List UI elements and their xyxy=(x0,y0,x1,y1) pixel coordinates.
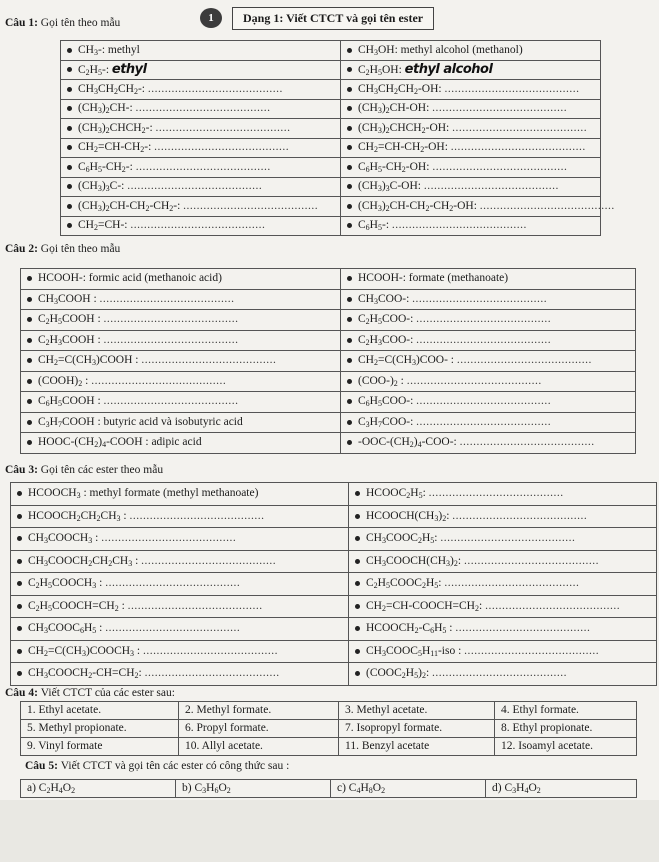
q1-text: $CH_3OH$: methyl alcohol (methanol) xyxy=(358,43,523,57)
q5-row xyxy=(21,780,637,798)
q4-cell: 9. Vinyl formate xyxy=(21,738,179,756)
q2-text: $C_3H_7COO-$: xyxy=(358,415,417,429)
answer-blank[interactable]: ........................................ xyxy=(432,160,568,173)
q3-cell xyxy=(349,550,657,573)
q1-row xyxy=(61,197,601,217)
bullet-icon xyxy=(27,276,32,281)
q1-cell xyxy=(61,99,341,119)
q3-cell xyxy=(349,595,657,618)
q1-cell xyxy=(61,158,341,178)
bullet-icon xyxy=(347,223,352,228)
bullet-icon xyxy=(17,649,22,654)
bullet-icon xyxy=(67,67,72,72)
q3-text: $CH_3COOC_2H_5$: xyxy=(366,532,441,546)
q3-text: $(COOC_2H_5)_2$: xyxy=(366,667,433,681)
answer-blank[interactable]: ........................................ xyxy=(155,121,291,134)
bullet-icon xyxy=(67,204,72,209)
q1-cell xyxy=(61,177,341,197)
q3-cell xyxy=(11,618,349,641)
bullet-icon xyxy=(347,87,352,92)
bullet-icon xyxy=(347,317,352,322)
q3-table xyxy=(10,482,657,686)
bullet-icon xyxy=(355,626,360,631)
q4-cell: 8. Ethyl propionate. xyxy=(495,720,637,738)
q3-cell xyxy=(11,528,349,551)
q3-cell xyxy=(349,663,657,686)
answer-blank[interactable]: ........................................ xyxy=(459,436,595,449)
answer-blank[interactable]: ........................................ xyxy=(444,82,580,95)
bullet-icon xyxy=(27,297,32,302)
q2-row xyxy=(21,412,636,433)
q3-cell xyxy=(349,528,657,551)
q1-text: $(CH_3)_2CHCH_2-$: xyxy=(78,121,156,135)
bullet-icon xyxy=(347,67,352,72)
q2-text: $C_2H_5COOH$ : xyxy=(38,313,104,327)
q3-text: $HCOOCH(CH_3)_2$: xyxy=(366,509,453,523)
q3-cell xyxy=(11,505,349,528)
bullet-icon xyxy=(347,420,352,425)
q2-text: $CH_3COO-$: xyxy=(358,292,413,306)
q2-cell xyxy=(341,392,636,413)
q1-row xyxy=(61,138,601,158)
q3-cell xyxy=(11,663,349,686)
q2-text: $(COO-)_2$ : xyxy=(358,374,407,388)
q1-cell xyxy=(341,119,601,139)
answer-blank[interactable]: ........................................ xyxy=(463,554,599,567)
q3-text: $CH_3COOCH_2-CH=CH_2$: xyxy=(28,667,145,681)
q4-table xyxy=(20,701,637,756)
section-number-badge: 1 xyxy=(200,8,222,28)
bullet-icon xyxy=(27,338,32,343)
bullet-icon xyxy=(347,184,352,189)
q3-text: $C_2H_5COOCH_3$ : xyxy=(28,577,106,591)
q2-row xyxy=(21,269,636,290)
q1-row xyxy=(61,99,601,119)
bullet-icon xyxy=(347,276,352,281)
q1-text: $(CH_3)_2CH-CH_2-CH_2-$: xyxy=(78,199,184,213)
answer-blank[interactable]: ........................................ xyxy=(135,102,271,115)
q1-cell xyxy=(341,158,601,178)
answer-blank[interactable]: ........................................ xyxy=(103,395,239,408)
q3-row xyxy=(11,528,657,551)
q3-row xyxy=(11,595,657,618)
q1-cell xyxy=(341,177,601,197)
q2-cell xyxy=(21,433,341,454)
q4-cell: 2. Methyl formate. xyxy=(179,702,339,720)
q3-text: $HCOOC_2H_5$: xyxy=(366,487,429,501)
q2-text: $C_6H_5COO-$: xyxy=(358,395,417,409)
q5-cell: c) $C_4H_8O_2$ xyxy=(331,780,486,798)
q1-text: $CH_2=CH-CH_2-$: xyxy=(78,141,155,155)
bullet-icon xyxy=(347,204,352,209)
q5-cell: b) $C_3H_6O_2$ xyxy=(176,780,331,798)
q3-row xyxy=(11,550,657,573)
q2-cell xyxy=(21,289,341,310)
bullet-icon xyxy=(355,514,360,519)
q2-row xyxy=(21,371,636,392)
bullet-icon xyxy=(347,106,352,111)
bullet-icon xyxy=(17,671,22,676)
q3-row xyxy=(11,505,657,528)
q2-text: HCOOH-: formate (methanoate) xyxy=(358,272,509,285)
answer-blank[interactable]: ........................................ xyxy=(456,354,592,367)
q1-row xyxy=(61,41,601,61)
q2-cell xyxy=(21,310,341,331)
q3-row xyxy=(11,483,657,506)
bullet-icon xyxy=(355,581,360,586)
answer-blank[interactable]: ........................................ xyxy=(144,667,280,680)
bullet-icon xyxy=(347,379,352,384)
q3-row xyxy=(11,573,657,596)
answer-blank[interactable]: ........................................ xyxy=(154,141,290,154)
q1-text: $CH_3CH_2CH_2-$: xyxy=(78,82,148,96)
bullet-icon xyxy=(347,358,352,363)
q4-row xyxy=(21,738,637,756)
q3-text: $CH_3COOC_6H_5$ : xyxy=(28,622,106,636)
q2-row xyxy=(21,330,636,351)
q3-text: $HCOOCH_2CH_2CH_3$ : xyxy=(28,509,130,523)
q2-row xyxy=(21,392,636,413)
bullet-icon xyxy=(17,559,22,564)
bullet-icon xyxy=(347,297,352,302)
bullet-icon xyxy=(17,626,22,631)
bullet-icon xyxy=(27,379,32,384)
q4-cell: 3. Methyl acetate. xyxy=(339,702,495,720)
answer-blank[interactable]: ........................................ xyxy=(391,219,527,232)
q1-cell xyxy=(61,41,341,61)
bullet-icon xyxy=(17,604,22,609)
bullet-icon xyxy=(17,581,22,586)
answer-blank[interactable]: ........................................ xyxy=(406,374,542,387)
answer-blank[interactable]: ........................................ xyxy=(412,292,548,305)
q2-cell xyxy=(341,310,636,331)
q3-cell xyxy=(349,505,657,528)
q1-cell xyxy=(61,119,341,139)
q4-row xyxy=(21,720,637,738)
q4-cell: 10. Allyl acetate. xyxy=(179,738,339,756)
q3-text: $CH_3COOCH_2CH_2CH_3$ : xyxy=(28,554,142,568)
bullet-icon xyxy=(67,48,72,53)
q2-cell xyxy=(21,330,341,351)
q1-text: $CH_3CH_2CH_2-OH$: xyxy=(358,82,445,96)
answer-blank[interactable]: ........................................ xyxy=(143,644,278,657)
q2-cell xyxy=(341,330,636,351)
answer-blank[interactable]: ........................................ xyxy=(105,577,241,590)
q3-cell xyxy=(11,550,349,573)
q2-cell xyxy=(341,371,636,392)
answer-blank[interactable]: ........................................ xyxy=(129,509,265,522)
q1-row xyxy=(61,216,601,236)
q2-text: $C_3H_7COOH$ : butyric acid và isobutyric acid xyxy=(38,415,243,429)
bullet-icon xyxy=(347,440,352,445)
handwritten-answer: ethyl alcohol xyxy=(404,61,493,77)
bullet-icon xyxy=(355,559,360,564)
answer-blank[interactable]: ........................................ xyxy=(99,292,235,305)
q5-cell: a) $C_2H_4O_2$ xyxy=(21,780,176,798)
answer-blank[interactable]: ........................................ xyxy=(432,667,568,680)
q3-cell xyxy=(11,483,349,506)
answer-blank[interactable]: ........................................ xyxy=(135,160,271,173)
answer-blank[interactable]: ........................................ xyxy=(141,354,277,367)
q4-cell: 12. Isoamyl acetate. xyxy=(495,738,637,756)
q1-cell xyxy=(341,138,601,158)
q1-row xyxy=(61,119,601,139)
bullet-icon xyxy=(67,145,72,150)
q2-text: $C_2H_3COO-$: xyxy=(358,333,417,347)
answer-blank[interactable]: ........................................ xyxy=(416,415,552,428)
answer-blank[interactable]: ........................................ xyxy=(428,487,564,500)
bullet-icon xyxy=(347,165,352,170)
bullet-icon xyxy=(67,126,72,131)
q1-cell xyxy=(341,41,601,61)
q4-cell: 11. Benzyl acetate xyxy=(339,738,495,756)
q3-text: $HCOOCH_3$ : methyl formate (methyl methanoate) xyxy=(28,487,259,501)
q2-cell xyxy=(341,289,636,310)
q5-table xyxy=(20,779,637,798)
bullet-icon xyxy=(355,536,360,541)
answer-blank[interactable]: ........................................ xyxy=(130,219,266,232)
q1-cell xyxy=(61,216,341,236)
bullet-icon xyxy=(67,223,72,228)
q3-text: $C_2H_5COOCH=CH_2$ : xyxy=(28,599,128,613)
q1-cell xyxy=(61,138,341,158)
answer-blank[interactable]: ........................................ xyxy=(127,180,263,193)
bullet-icon xyxy=(27,440,32,445)
answer-blank[interactable]: ........................................ xyxy=(147,82,283,95)
q4-cell: 1. Ethyl acetate. xyxy=(21,702,179,720)
q2-text: $(COOH)_2$ : xyxy=(38,374,92,388)
q1-cell xyxy=(61,60,341,80)
q4-row xyxy=(21,702,637,720)
answer-blank[interactable]: ........................................ xyxy=(479,199,615,212)
answer-blank[interactable]: ........................................ xyxy=(103,313,239,326)
answer-blank[interactable]: ........................................ xyxy=(416,313,552,326)
bullet-icon xyxy=(355,604,360,609)
q2-cell xyxy=(341,269,636,290)
q2-cell xyxy=(341,412,636,433)
answer-blank[interactable]: ........................................ xyxy=(464,644,600,657)
q2-text: $CH_3COOH$ : xyxy=(38,292,100,306)
worksheet-header xyxy=(200,5,458,31)
q1-text: $C_6H_5-$: xyxy=(358,219,392,233)
answer-blank[interactable]: ........................................ xyxy=(452,509,588,522)
q1-row xyxy=(61,80,601,100)
bullet-icon xyxy=(17,491,22,496)
q3-cell xyxy=(11,640,349,663)
q3-text: $CH_2=CH-COOCH=CH_2$: xyxy=(366,599,486,613)
q5-heading: Câu 5: Viết CTCT và gọi tên các ester có công thức sau : xyxy=(25,760,290,772)
q3-heading: Câu 3: Gọi tên các ester theo mẫu xyxy=(5,464,164,476)
q3-cell xyxy=(349,573,657,596)
q3-text: $CH_2=C(CH_3)COOCH_3$ : xyxy=(28,644,143,658)
q4-cell: 7. Isopropyl formate. xyxy=(339,720,495,738)
q1-text: $CH_2=CH-CH_2-OH$: xyxy=(358,141,451,155)
q1-text: $(CH_3)_3C-$: xyxy=(78,180,128,194)
bullet-icon xyxy=(27,399,32,404)
bullet-icon xyxy=(27,420,32,425)
answer-blank[interactable]: ........................................ xyxy=(183,199,319,212)
bullet-icon xyxy=(17,514,22,519)
q1-row xyxy=(61,177,601,197)
answer-blank[interactable]: ........................................ xyxy=(440,532,576,545)
q1-text: $CH_2=CH-$: xyxy=(78,219,131,233)
bullet-icon xyxy=(17,536,22,541)
q1-heading: Câu 1: Gọi tên theo mẫu xyxy=(5,17,121,29)
q1-text: $C_6H_5-CH_2-OH$: xyxy=(358,160,433,174)
bullet-icon xyxy=(67,106,72,111)
bullet-icon xyxy=(347,126,352,131)
bullet-icon xyxy=(355,649,360,654)
q2-text: $C_2H_5COO-$: xyxy=(358,313,417,327)
q3-cell xyxy=(11,595,349,618)
q1-text: $(CH_3)_3C-OH$: xyxy=(358,180,424,194)
q4-heading: Câu 4: Viết CTCT của các ester sau: xyxy=(5,687,175,699)
answer-blank[interactable]: ........................................ xyxy=(416,395,552,408)
q2-cell xyxy=(341,433,636,454)
q1-row xyxy=(61,60,601,80)
q3-text: $C_2H_5COOC_2H_5$: xyxy=(366,577,445,591)
bullet-icon xyxy=(355,491,360,496)
bullet-icon xyxy=(67,184,72,189)
q3-text: $CH_3COOC_5H_{11}$-iso : xyxy=(366,644,465,658)
q1-text: $C_2H_5-$: xyxy=(78,63,112,77)
q2-row xyxy=(21,289,636,310)
q1-table xyxy=(60,40,615,236)
q2-text: $CH_2=C(CH_3)COOH$ : xyxy=(38,354,142,368)
q1-cell xyxy=(341,216,601,236)
q3-cell xyxy=(349,640,657,663)
answer-blank[interactable]: ........................................ xyxy=(416,333,552,346)
answer-blank[interactable]: ........................................ xyxy=(103,333,239,346)
q1-cell xyxy=(341,80,601,100)
bullet-icon xyxy=(347,48,352,53)
q2-cell xyxy=(21,412,341,433)
q2-table xyxy=(20,268,636,454)
answer-blank[interactable]: ........................................ xyxy=(101,532,237,545)
answer-blank[interactable]: ........................................ xyxy=(127,599,263,612)
q2-cell xyxy=(21,351,341,372)
q1-row xyxy=(61,158,601,178)
answer-blank[interactable]: ........................................ xyxy=(452,121,588,134)
bullet-icon xyxy=(27,358,32,363)
q3-row xyxy=(11,663,657,686)
answer-blank[interactable]: ........................................ xyxy=(105,622,241,635)
answer-blank[interactable]: ........................................ xyxy=(423,180,559,193)
q1-text: $C_6H_5-CH_2-$: xyxy=(78,160,136,174)
answer-blank[interactable]: ........................................ xyxy=(91,374,227,387)
bullet-icon xyxy=(347,145,352,150)
q1-text: $CH_3-$: methyl xyxy=(78,43,140,57)
q4-cell: 5. Methyl propionate. xyxy=(21,720,179,738)
q2-cell xyxy=(21,269,341,290)
q2-text: $CH_2=C(CH_3)COO-$ : xyxy=(358,354,457,368)
q3-text: $CH_3COOCH(CH_3)_2$: xyxy=(366,554,464,568)
q2-heading: Câu 2: Gọi tên theo mẫu xyxy=(5,243,121,255)
bullet-icon xyxy=(67,165,72,170)
q2-cell xyxy=(21,371,341,392)
q3-text: $CH_3COOCH_3$ : xyxy=(28,532,102,546)
answer-blank[interactable]: ........................................ xyxy=(485,599,621,612)
section-title: Dạng 1: Viết CTCT và gọi tên ester xyxy=(232,7,434,30)
q3-cell xyxy=(11,573,349,596)
bullet-icon xyxy=(355,671,360,676)
bullet-icon xyxy=(67,87,72,92)
q2-row xyxy=(21,433,636,454)
q2-row xyxy=(21,310,636,331)
q3-text: $HCOOCH_2-C_6H_5$ : xyxy=(366,622,456,636)
answer-blank[interactable]: ........................................ xyxy=(450,141,586,154)
q3-row xyxy=(11,618,657,641)
handwritten-answer: ethyl xyxy=(111,61,147,77)
q2-row xyxy=(21,351,636,372)
q1-text: $(CH_3)_2CH-$: xyxy=(78,102,136,116)
q4-cell: 4. Ethyl formate. xyxy=(495,702,637,720)
q2-cell xyxy=(341,351,636,372)
answer-blank[interactable]: ........................................ xyxy=(432,102,568,115)
q2-text: $-OOC-(CH_2)_4-COO-$: xyxy=(358,436,460,450)
q1-text: $(CH_3)_2CH-CH_2-CH_2-OH$: xyxy=(358,199,480,213)
q3-cell xyxy=(349,483,657,506)
q1-cell xyxy=(61,197,341,217)
bullet-icon xyxy=(347,399,352,404)
q2-text: HCOOH-: formic acid (methanoic acid) xyxy=(38,272,222,285)
q1-text: $C_2H_5OH$: xyxy=(358,63,405,77)
q1-cell xyxy=(341,197,615,217)
bullet-icon xyxy=(27,317,32,322)
q2-text: $C_2H_3COOH$ : xyxy=(38,333,104,347)
q3-cell xyxy=(349,618,657,641)
bullet-icon xyxy=(347,338,352,343)
q2-cell xyxy=(21,392,341,413)
q1-text: $(CH_3)_2CHCH_2-OH$: xyxy=(358,121,453,135)
answer-blank[interactable]: ........................................ xyxy=(141,554,277,567)
answer-blank[interactable]: ........................................ xyxy=(444,577,580,590)
q5-cell: d) $C_3H_4O_2$ xyxy=(486,780,637,798)
answer-blank[interactable]: ........................................ xyxy=(455,622,591,635)
q4-cell: 6. Propyl formate. xyxy=(179,720,339,738)
q1-text: $(CH_3)_2CH-OH$: xyxy=(358,102,433,116)
q2-text: HOOC-$(CH_2)_4$-COOH : adipic acid xyxy=(38,436,202,450)
q1-cell xyxy=(341,60,601,80)
q1-cell xyxy=(61,80,341,100)
q2-text: $C_6H_5COOH$ : xyxy=(38,395,104,409)
q1-cell xyxy=(341,99,601,119)
q3-row xyxy=(11,640,657,663)
